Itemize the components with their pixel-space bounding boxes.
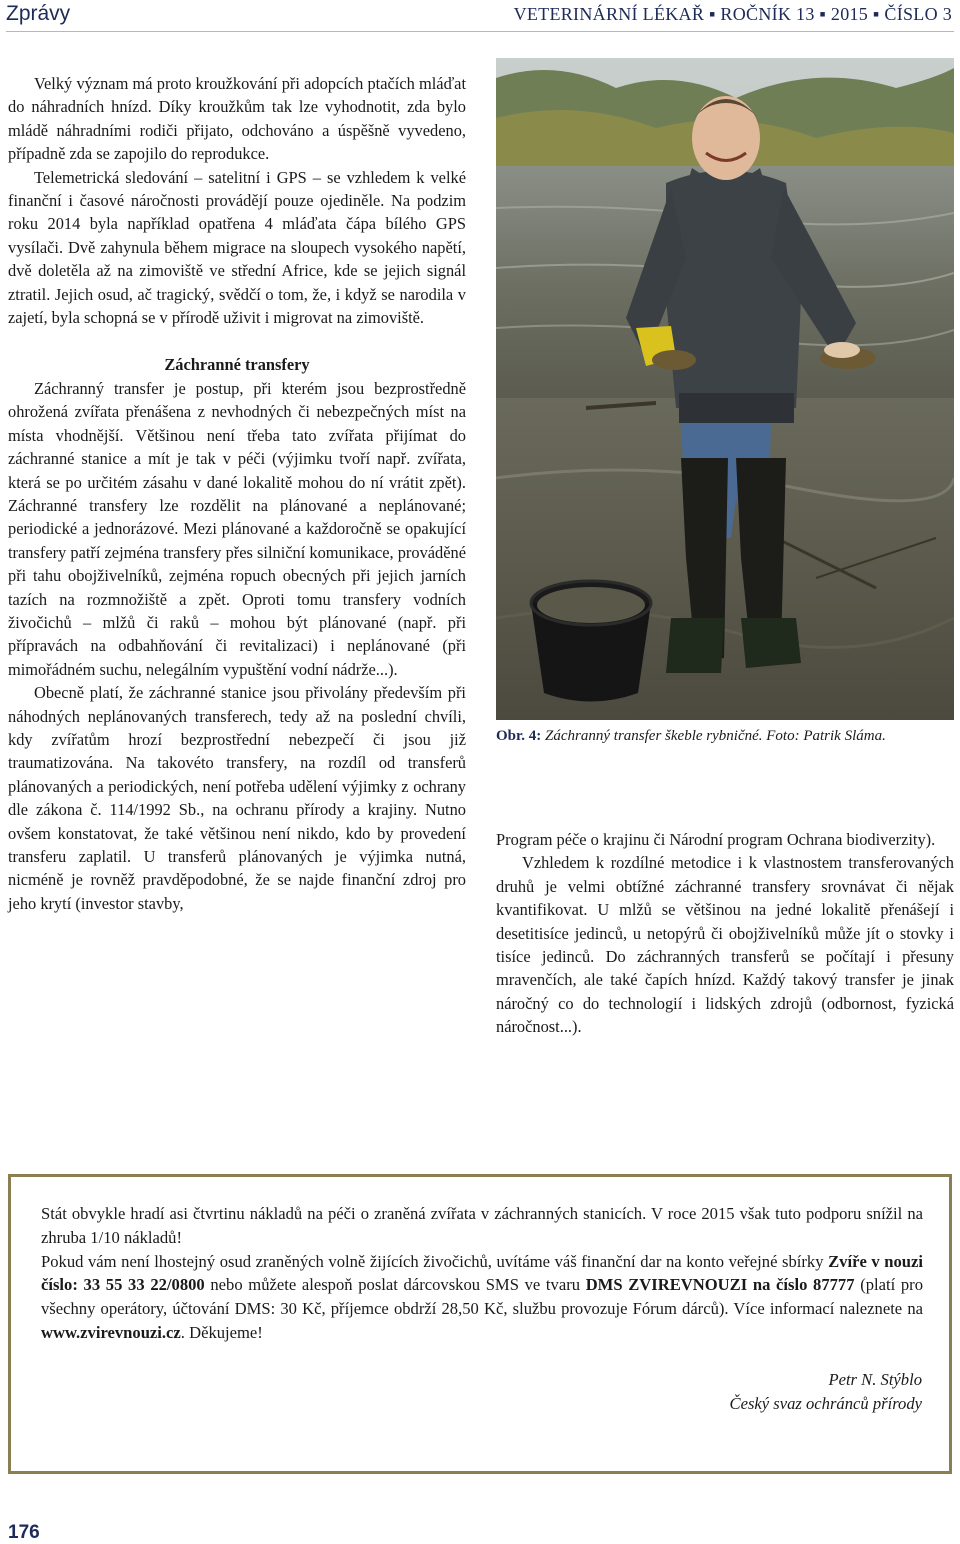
- page-number: 176: [8, 1522, 40, 1543]
- caption-label: Obr. 4:: [496, 728, 542, 744]
- paragraph: Záchranný transfer je postup, při kterém jsou bezprostředně ohrožená zvířata přenášena z nevhodných či nebezpečných míst na místa vhodnější. Většinou není třeba tato zvířata přijímat do záchranné stanice a mít je tak v péči (výjimku tvoří např. zvířata, která se po určitém zásahu v dané lokalitě mohou do ní vrátit zpět). Záchranné transfery lze rozdělit na plánované a neplánované; periodické a jednorázové. Mezi plánované a každoročně se opakující transfery patří zejména transfery přes silniční komunikace, prováděné při tahu obojživelníků, zejména ropuch obecných při jejich jarních tazích na rozmnožiště a zpět. Oproti tomu transfery vodních živočichů – mlžů či raků – mohou být plánované (např. při přípravách na odbahňování či revitalizaci) i neplánované (při mimořádném suchu, nelegálním vypuštění vodní nádrže...).: [8, 378, 466, 679]
- photo-mussel-transfer: [496, 58, 954, 720]
- donation-text: [41, 1202, 923, 1345]
- left-column: [8, 72, 466, 915]
- paragraph: Obecně platí, že záchranné stanice jsou přivolány především při náhodných neplánovaných transferech, tedy až na poslední chvíli, kdy zvířatům hrozí bezprostřední nebezpečí či jsou již traumatizována. Na takovéto transfery, na rozdíl od transferů plánovaných a periodických, není potřeba udělení výjimky z ochrany dle zákona č. 114/1992 Sb., na ochranu přírody a krajiny. Nutno ovšem konstatovat, že také většinou není nikdo, kdo by provedení transferu zaplatil. U transferů plánovaných je výjimka nutná, nicméně je rovněž pravděpodobné, že se najde finanční zdroj pro jeho krytí (investor stavby,: [8, 683, 466, 913]
- paragraph: Velký význam má proto kroužkování při adopcích ptačích mláďat do náhradních hnízd. Díky kroužkům tak lze vyhodnotit, zda bylo mládě náhradními rodiči přijato, odchováno a úspěšně vyvedeno, případně zda se zapojilo do reprodukce.: [8, 74, 466, 164]
- journal-info: VETERINÁRNÍ LÉKAŘ ▪ ROČNÍK 13 ▪ 2015 ▪ ČÍSLO 3: [513, 4, 952, 24]
- account-number: Zvíře v nouzi číslo: 33 55 33 22/0800: [41, 1251, 924, 1295]
- text-segment: . Děkujeme!: [180, 1322, 263, 1342]
- section-heading: Záchranné transfery: [164, 355, 310, 375]
- sms-code: DMS ZVIREVNOUZI na číslo 87777: [585, 1275, 855, 1295]
- right-column: [496, 828, 954, 1039]
- donation-paragraph: Stát obvykle hradí asi čtvrtinu nákladů na péči o zraněná zvířata v záchranných stanicích. V roce 2015 však tuto podporu snížil na zhruba 1/10 nákladů!: [41, 1204, 923, 1247]
- paragraph: Vzhledem k rozdílné metodice i k vlastnostem transferovaných druhů je velmi obtížné záchranné transfery srovnávat či nějak kvantifikovat. U mlžů se většinou na jedné lokalitě přenášejí i desetitisíce jedinců, u netopýrů či obojživelníků může jít o stovky i tisíce jedinců. Do záchranných transferů se počítají i přesuny mravenčích, ale také čapích hnízd. Každý takový transfer je jinak náročný co do technologií i lidských zdrojů (odbornost, fyzická náročnost...).: [496, 853, 954, 1037]
- donation-box: [8, 1174, 952, 1474]
- text-segment: (platí pro všechny operátory, účtování DMS: 30 Kč, příjemce obdrží 28,50 Kč, službu provozuje Fórum dárců). Více informací naleznete na: [41, 1275, 924, 1319]
- text-segment: nebo můžete alespoň poslat dárcovskou SMS ve tvaru: [204, 1275, 586, 1295]
- paragraph: Telemetrická sledování – satelitní i GPS – se vzhledem k velké finanční i časové náročnosti provádějí pouze ojediněle. Na podzim roku 2014 byla například opatřena 4 mláďata čápa bílého GPS vysílači. Dvě zahynula během migrace na sloupech vysokého napětí, dvě doletěla až na zimoviště ve střední Africe, kde se jejich signál ztratil. Jejich osud, ač tragický, svědčí o tom, že, i když se narodila v zajetí, byla schopná se v přírodě uživit i migrovat na zimoviště.: [8, 167, 466, 328]
- page-header: [0, 0, 960, 32]
- signature: [730, 1368, 922, 1416]
- figure-caption: [496, 728, 954, 745]
- section-title: Zprávy: [6, 2, 71, 25]
- caption-text: Záchranný transfer škeble rybničné. Foto: Patrik Sláma.: [541, 728, 886, 744]
- header-rule: [6, 31, 954, 32]
- photo-illustration: [496, 58, 954, 720]
- donation-paragraph: [41, 1250, 923, 1345]
- paragraph: Program péče o krajinu či Národní program Ochrana biodiverzity).: [496, 830, 936, 849]
- website-link[interactable]: www.zvirevnouzi.cz: [41, 1322, 181, 1342]
- signature-name: Petr N. Stýblo: [828, 1370, 922, 1389]
- signature-organization: Český svaz ochránců přírody: [729, 1393, 922, 1413]
- text-segment: Pokud vám není lhostejný osud zraněných volně žijících živočichů, uvítáme váš finanční dar na konto veřejné sbírky: [41, 1251, 829, 1271]
